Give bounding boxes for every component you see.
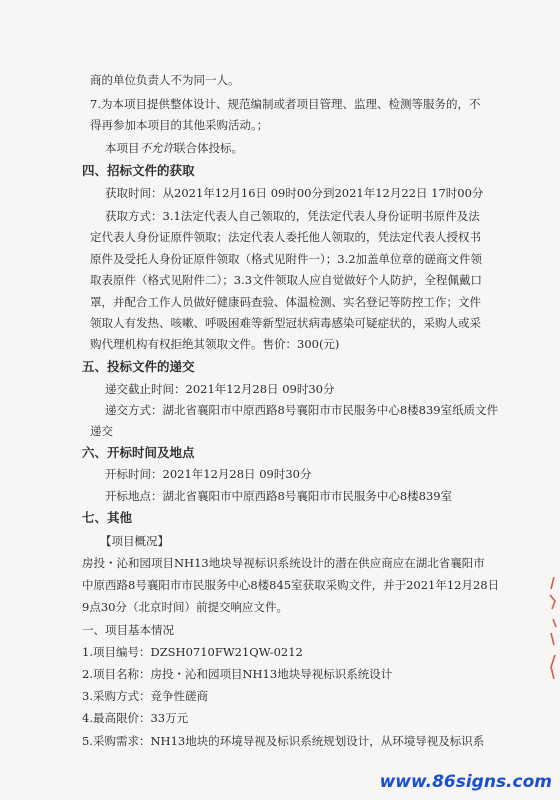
section-heading: 六、开标时间及地点 [82, 445, 195, 460]
text-line: 3.采购方式：竞争性磋商 [82, 689, 208, 703]
text-line: 开标地点：湖北省襄阳市中原西路8号襄阳市市民服务中心8楼839室 [105, 489, 453, 503]
text-line: 递交 [90, 424, 113, 438]
text-line: 9点30分（北京时间）前提交响应文件。 [82, 600, 288, 614]
text-line: 递交截止时间：2021年12月28日 09时30分 [105, 382, 335, 396]
text-line: 一、项目基本情况 [82, 623, 174, 637]
text-line: 商的单位负责人不为同一人。 [90, 73, 240, 87]
section-heading: 五、投标文件的递交 [82, 359, 195, 374]
text-line: 递交方式：湖北省襄阳市中原西路8号襄阳市市民服务中心8楼839室纸质文件 [105, 403, 499, 417]
text-segment: 联合体投标。 [174, 141, 243, 155]
text-line: 领取人有发热、咳嗽、呼吸困难等新型冠状病毒感染可疑症状的，采购人或采 [90, 316, 481, 330]
text-line: 获取方式：3.1法定代表人自己领取的，凭法定代表人身份证明书原件及法 [105, 209, 480, 223]
text-line: 购代理机构有权拒绝其领取文件。售价：300(元) [90, 337, 340, 351]
text-segment: 本项目 [105, 141, 140, 155]
text-line: 原件及受托人身份证原件领取（格式见附件一）；3.2加盖单位章的磋商文件领 [90, 252, 483, 266]
text-line: 【项目概况】 [100, 534, 169, 548]
emphasis-text: 不允许 [139, 141, 174, 155]
text-line: 中原西路8号襄阳市市民服务中心8楼845室获取采购文件，并于2021年12月28日 [82, 578, 500, 592]
text-line: 开标时间：2021年12月28日 09时30分 [105, 467, 312, 481]
text-line: 4.最高限价：33万元 [82, 711, 189, 725]
text-line: 1.项目编号：DZSH0710FW21QW-0212 [82, 645, 303, 659]
text-line [105, 141, 540, 155]
text-line: 定代表人身份证原件领取；法定代表人委托他人领取的，凭法定代表人授权书 [90, 230, 481, 244]
text-line: 取表原件（格式见附件二）；3.3文件领取人应自觉做好个人防护，全程佩戴口 [90, 273, 483, 287]
text-line: 7.为本项目提供整体设计、规范编制或者项目管理、监理、检测等服务的，不 [90, 97, 481, 111]
text-line: 5.采购需求：NH13地块的环境导视及标识系统规划设计，从环境导视及标识系 [82, 734, 485, 748]
text-line: 房投・沁和园项目NH13地块导视标识系统设计的潜在供应商应在湖北省襄阳市 [82, 556, 485, 570]
red-stamp-fragment [548, 575, 558, 685]
watermark: www.86signs.com [379, 772, 552, 792]
text-line: 罩，并配合工作人员做好健康码查验、体温检测、实名登记等防控工作；文件 [90, 295, 481, 309]
text-line: 得再参加本项目的其他采购活动。； [90, 118, 269, 132]
section-heading: 七、其他 [82, 510, 133, 525]
text-line: 2.项目名称：房投・沁和园项目NH13地块导视标识系统设计 [82, 667, 393, 681]
section-heading: 四、招标文件的获取 [82, 163, 195, 178]
text-line: 获取时间：从2021年12月16日 09时00分到2021年12月22日 17时00分 [105, 186, 484, 200]
